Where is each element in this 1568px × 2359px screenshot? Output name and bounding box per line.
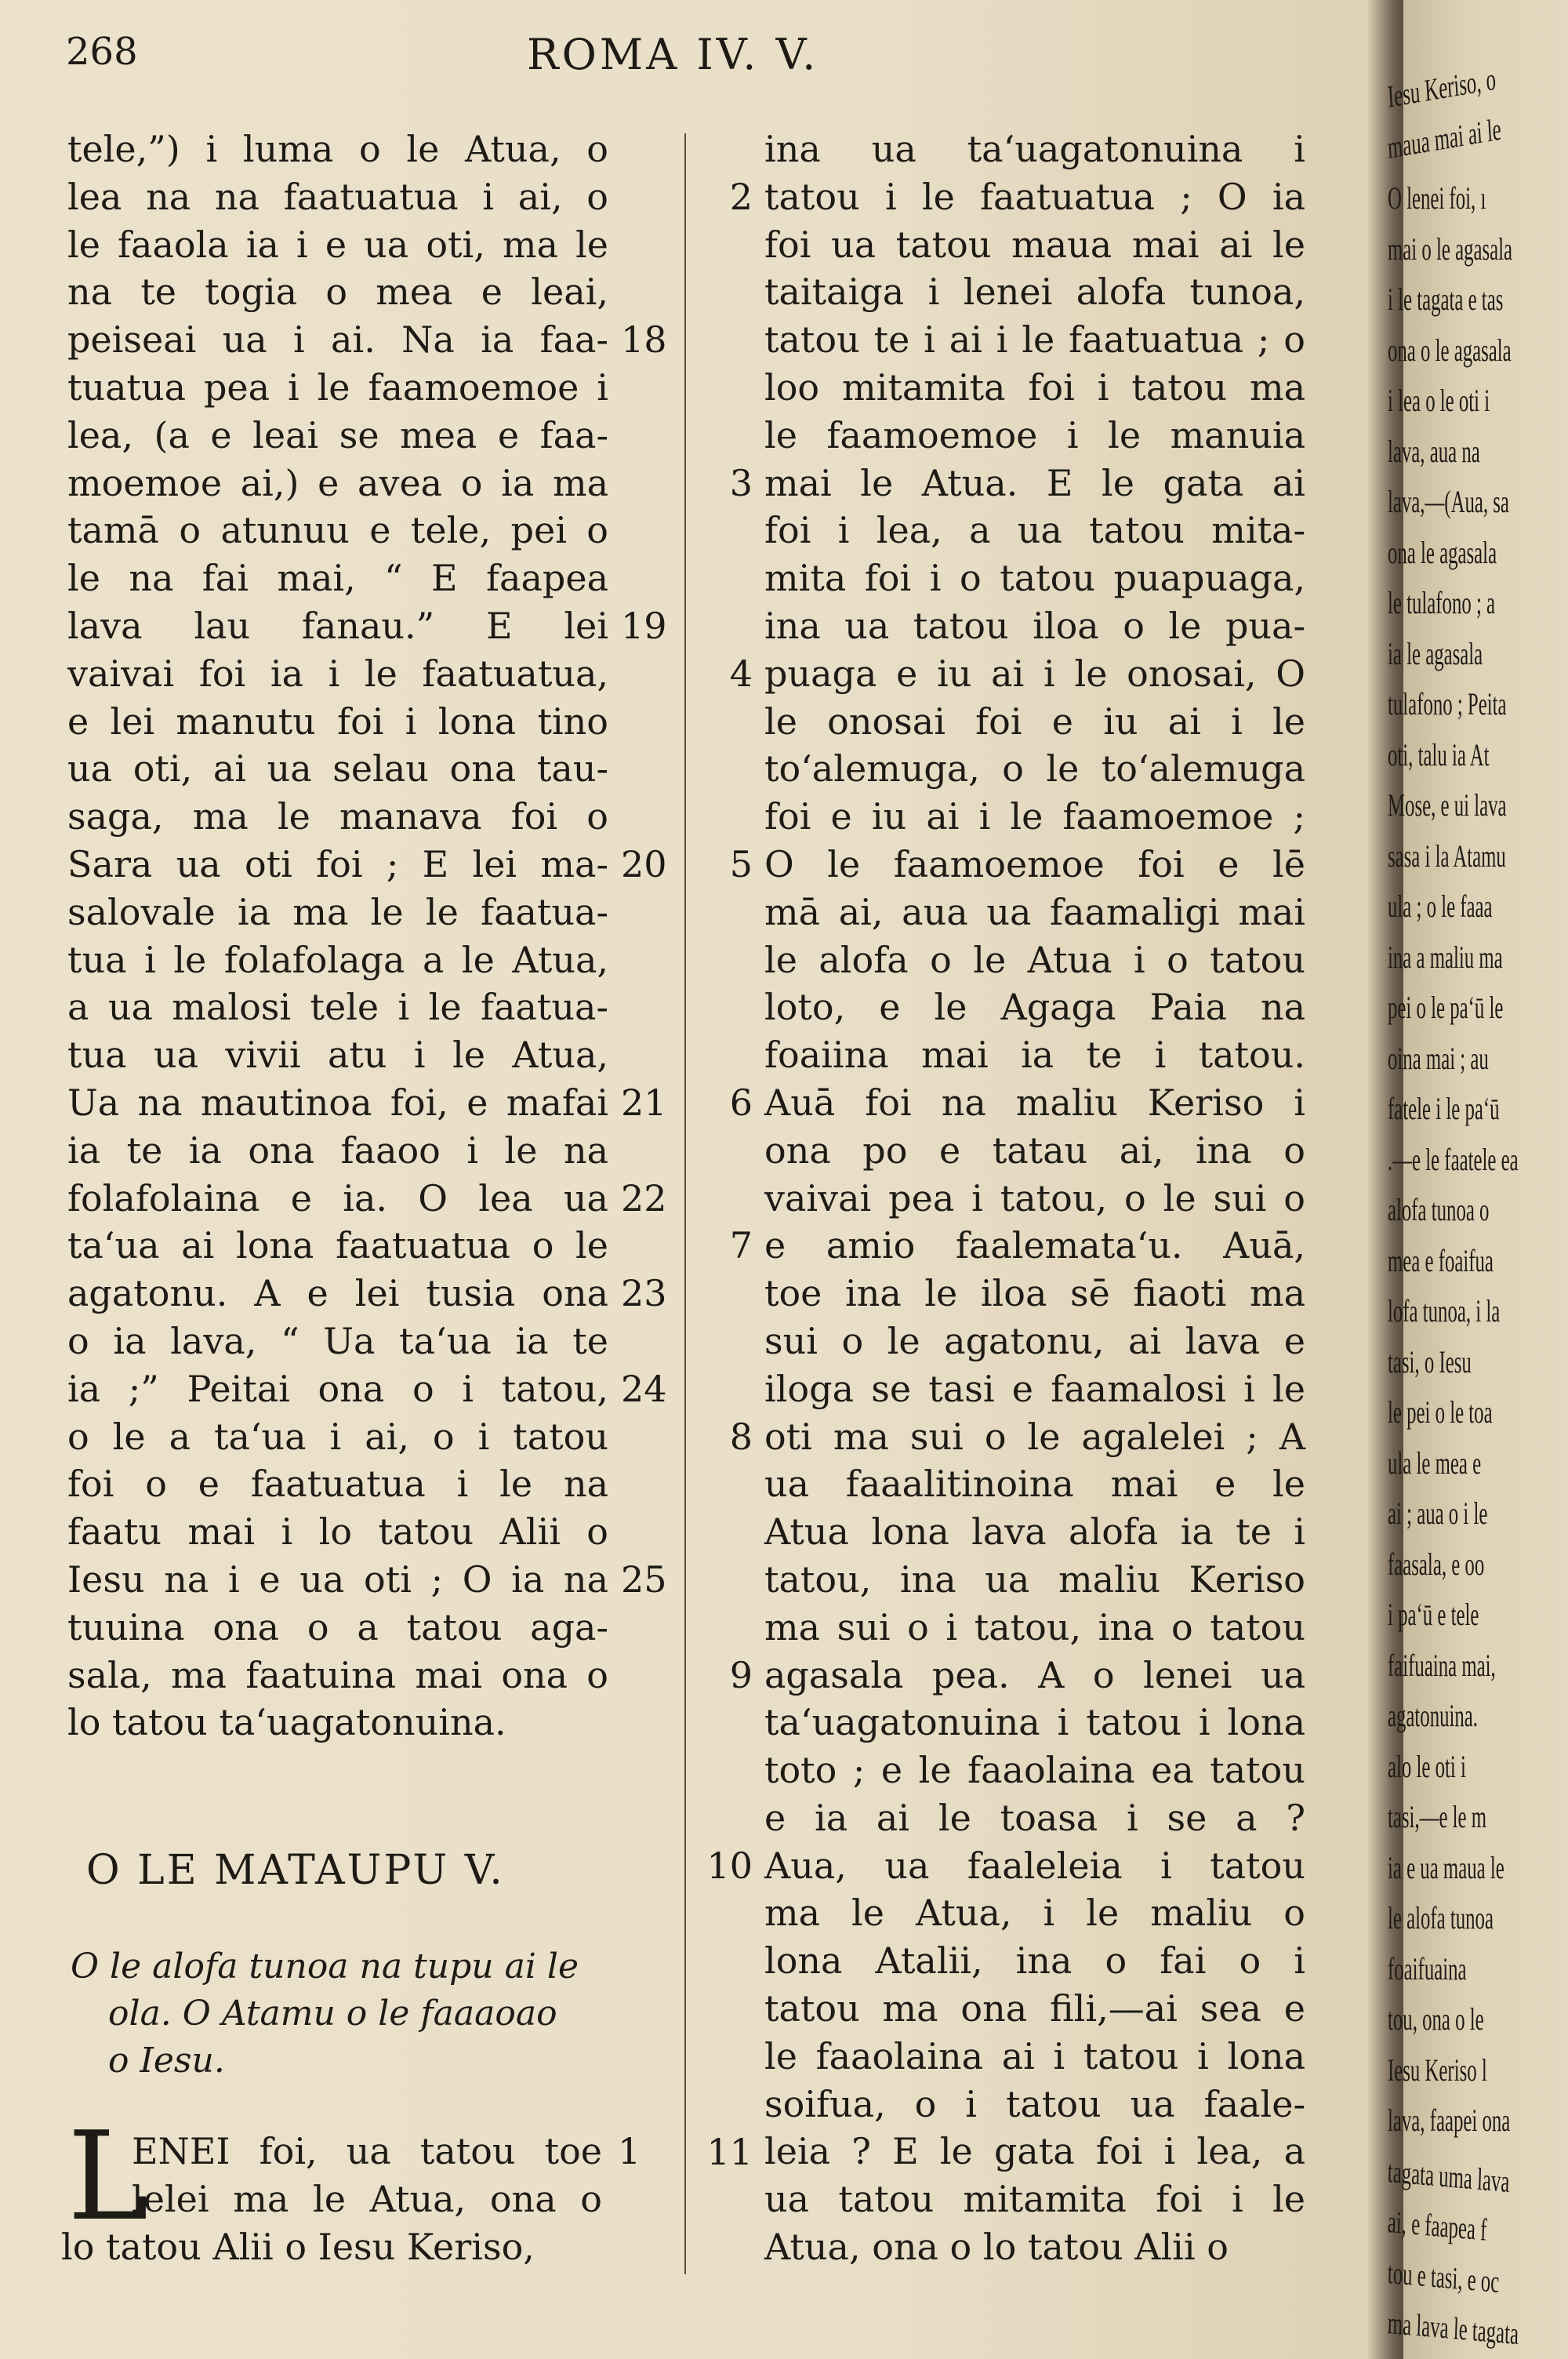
text-line: O le faamoemoe foi e lē	[764, 842, 1305, 885]
facing-page-line: Iesu Keriso, o	[1386, 60, 1497, 114]
facing-page-line: lava, aua na	[1388, 433, 1480, 469]
facing-page-line: .—e le faatele ea	[1388, 1141, 1519, 1177]
facing-page-line: foaifuaina	[1388, 1950, 1467, 1986]
verse-number: 19	[621, 605, 667, 647]
facing-page-line: fatele i le pa‘ū	[1388, 1091, 1500, 1126]
summary-line: o Iesu.	[108, 2041, 225, 2081]
facing-page-line: tou e tasi, e oc	[1387, 2254, 1501, 2299]
chapter-text-line: lelei ma le Atua, ona o	[132, 2177, 602, 2220]
verse-number: 10	[706, 1844, 753, 1887]
text-line: foi i lea, a ua tatou mita-	[764, 509, 1305, 552]
text-line: puaga e iu ai i le onosai, O	[764, 652, 1305, 695]
facing-page-line: alofa tunoa o	[1388, 1192, 1490, 1227]
facing-page-line: le pei o le toa	[1388, 1394, 1493, 1430]
text-line: folafolaina e ia. O lea ua	[67, 1176, 608, 1219]
text-line: sui o le agatonu, ai lava e	[764, 1319, 1305, 1362]
text-line: ia ;” Peitai ona o i tatou,	[67, 1367, 608, 1410]
facing-page-line: ona o le agasala	[1388, 332, 1512, 368]
text-line: na te togia o mea e leai,	[67, 271, 608, 314]
verse-number: 4	[729, 652, 753, 695]
verse-number: 6	[729, 1081, 753, 1124]
text-line: lea, (a e leai se mea e faa-	[67, 413, 608, 456]
text-line: foaiina mai ia te i tatou.	[764, 1034, 1305, 1077]
facing-page-line: ona le agasala	[1388, 534, 1497, 570]
text-line: a ua malosi tele i le faatua-	[67, 986, 608, 1029]
facing-page-line: i lea o le oti i	[1388, 383, 1490, 418]
text-line: le faaola ia i e ua oti, ma le	[67, 223, 608, 266]
facing-page-line: le tulafono ; a	[1388, 585, 1496, 620]
facing-page-line: tasi,—e le m	[1388, 1799, 1487, 1834]
text-line: tatou i le faatuatua ; O ia	[764, 175, 1305, 218]
text-line: toe ina le iloa sē fiaoti ma	[764, 1272, 1305, 1315]
verse-number: 8	[729, 1415, 753, 1458]
text-line: Ua na mautinoa foi, e mafai	[67, 1081, 608, 1124]
verse-number: 11	[706, 2130, 753, 2173]
verse-number: 2	[729, 175, 753, 218]
text-line: Atua lona lava alofa ia te i	[764, 1510, 1305, 1554]
text-line: oti ma sui o le agalelei ; A	[764, 1415, 1305, 1458]
text-line: foi o e faatuatua i le na	[67, 1463, 608, 1506]
chapter-heading: O LE MATAUPU V.	[86, 1847, 505, 1894]
left-column	[67, 125, 608, 1747]
text-line: tuatua pea i le faamoemoe i	[67, 365, 608, 409]
text-line: leia ? E le gata foi i lea, a	[764, 2130, 1305, 2173]
facing-page-line: lofa tunoa, i la	[1388, 1293, 1501, 1329]
text-line: Atua, ona o lo tatou Alii o	[764, 2226, 1229, 2269]
verse-number: 9	[729, 1653, 753, 1696]
text-line: le alofa o le Atua i o tatou	[764, 938, 1305, 981]
text-line: tua i le folafolaga a le Atua,	[67, 938, 608, 981]
facing-page-line: ula ; o le faaa	[1388, 889, 1493, 924]
text-line: soifua, o i tatou ua faale-	[764, 2082, 1305, 2125]
text-line: lava lau fanau.” E lei	[67, 604, 608, 647]
text-line: toto ; e le faaolaina ea tatou	[764, 1749, 1305, 1792]
facing-page-line: faifuaina mai,	[1388, 1647, 1496, 1683]
text-line: foi ua tatou maua mai ai le	[764, 223, 1305, 266]
facing-page-line: pei o le pa‘ū le	[1388, 990, 1504, 1025]
verse-number: 5	[729, 843, 753, 885]
verse-number: 22	[621, 1176, 667, 1219]
text-line: moemoe ai,) e avea o ia ma	[67, 461, 608, 504]
text-line: agatonu. A e lei tusia ona	[67, 1272, 608, 1315]
column-divider	[684, 133, 686, 2274]
text-line: Sara ua oti foi ; E lei ma-	[67, 842, 608, 885]
facing-page-line: ia le agasala	[1388, 635, 1483, 671]
text-line: tatou ma ona fili,—ai sea e	[764, 1987, 1305, 2030]
facing-page-line: ina a maliu ma	[1388, 939, 1503, 975]
text-line: vaivai foi ia i le faatuatua,	[67, 652, 608, 695]
verse-number: 25	[621, 1558, 667, 1601]
text-line: mai le Atua. E le gata ai	[764, 461, 1305, 504]
running-header: ROMA IV. V.	[527, 30, 819, 79]
chapter-text-line: ENEI foi, ua tatou toe	[132, 2130, 602, 2172]
text-line: vaivai pea i tatou, o le sui o	[764, 1176, 1305, 1219]
facing-page-line: oti, talu ia At	[1388, 736, 1490, 772]
text-line: foi e iu ai i le faamoemoe ;	[764, 795, 1305, 838]
facing-page-line: oina mai ; au	[1388, 1040, 1489, 1076]
text-line: taitaiga i lenei alofa tunoa,	[764, 271, 1305, 314]
verse-number: 18	[621, 318, 667, 362]
summary-line: O le alofa tunoa na tupu ai le	[71, 1946, 579, 1986]
text-line: le faamoemoe i le manuia	[764, 413, 1305, 456]
text-line: loto, e le Agaga Paia na	[764, 986, 1305, 1029]
facing-page-line: alo le oti i	[1388, 1748, 1466, 1784]
text-line: e lei manutu foi i lona tino	[67, 700, 608, 743]
chapter-text-line: lo tatou Alii o Iesu Keriso,	[61, 2226, 535, 2268]
text-line: ua faaalitinoina mai e le	[764, 1463, 1305, 1506]
text-line: to‘alemuga, o le to‘alemuga	[764, 747, 1305, 791]
text-line: lea na na faatuatua i ai, o	[67, 175, 608, 218]
facing-page-line: lava, faapei ona	[1388, 2103, 1511, 2138]
text-line: Iesu na i e ua oti ; O ia na	[67, 1558, 608, 1601]
text-line: mā ai, aua ua faamaligi mai	[764, 890, 1305, 933]
text-line: lona Atalii, ina o fai o i	[764, 1939, 1305, 1983]
text-line: sala, ma faatuina mai ona o	[67, 1653, 608, 1696]
text-line: ina ua ta‘uagatonuina i	[764, 128, 1305, 170]
facing-page-line: i pa‘ū e tele	[1388, 1597, 1479, 1632]
text-line: tamā o atunuu e tele, pei o	[67, 509, 608, 552]
text-line: tele,”) i luma o le Atua, o	[67, 128, 608, 170]
facing-page-line: mai o le agasala	[1388, 231, 1513, 267]
facing-page-line: tou, ona o le	[1388, 2001, 1484, 2037]
text-line: iloga se tasi e faamalosi i le	[764, 1367, 1305, 1410]
summary-line: ola. O Atamu o le faaaoao	[108, 1994, 557, 2034]
text-line: lo tatou ta‘uagatonuina.	[67, 1701, 506, 1744]
facing-page-line: mea e foaifua	[1388, 1242, 1494, 1278]
verse-number: 24	[621, 1367, 667, 1410]
text-line: le onosai foi e iu ai i le	[764, 700, 1305, 743]
text-line: salovale ia ma le le faatua-	[67, 890, 608, 933]
text-line: Aua, ua faaleleia i tatou	[764, 1844, 1305, 1887]
facing-page-line: sasa i la Atamu	[1388, 838, 1506, 874]
facing-page-line: le alofa tunoa	[1388, 1900, 1494, 1936]
facing-page-line: ia e ua maua le	[1388, 1849, 1504, 1885]
text-line: tuuina ona o a tatou aga-	[67, 1605, 608, 1648]
text-line: tatou, ina ua maliu Keriso	[764, 1558, 1305, 1601]
facing-page-line: lava,—(Aua, sa	[1388, 484, 1509, 519]
verse-number: 21	[621, 1081, 667, 1124]
verse-number: 20	[621, 843, 667, 885]
text-line: le faaolaina ai i tatou i lona	[764, 2034, 1305, 2077]
text-line: ma sui o i tatou, ina o tatou	[764, 1605, 1305, 1648]
text-line: le na fai mai, “ E faapea	[67, 557, 608, 600]
text-line: peiseai ua i ai. Na ia faa-	[67, 318, 608, 362]
text-line: Auā foi na maliu Keriso i	[764, 1081, 1305, 1124]
facing-page-line: tasi, o Iesu	[1388, 1343, 1472, 1379]
text-line: ona po e tatau ai, ina o	[764, 1129, 1305, 1172]
text-line: mita foi i o tatou puapuaga,	[764, 557, 1305, 600]
text-line: saga, ma le manava foi o	[67, 795, 608, 838]
facing-page-line: Iesu Keriso l	[1388, 2052, 1487, 2088]
facing-page-line: ma lava le tagata	[1387, 2305, 1519, 2352]
facing-page-line: O lenei foi, ı	[1388, 180, 1486, 216]
verse-number: 1	[618, 2130, 641, 2172]
facing-page-line: faasala, e oo	[1388, 1546, 1485, 1582]
text-line: ta‘ua ai lona faatuatua o le	[67, 1224, 608, 1267]
text-line: e ia ai le toasa i se a ?	[764, 1796, 1305, 1839]
text-line: tua ua vivii atu i le Atua,	[67, 1034, 608, 1077]
facing-page-line: ula le mea e	[1388, 1445, 1482, 1481]
facing-page-line: tulafono ; Peita	[1388, 686, 1507, 722]
page-number: 268	[66, 30, 138, 74]
text-line: e amio faalemata‘u. Auā,	[764, 1224, 1305, 1267]
verse-number: 7	[729, 1224, 753, 1267]
text-line: ma le Atua, i le maliu o	[764, 1892, 1305, 1935]
text-line: ia te ia ona faaoo i le na	[67, 1129, 608, 1172]
facing-page-line: ai ; aua o i le	[1388, 1496, 1488, 1531]
text-line: faatu mai i lo tatou Alii o	[67, 1510, 608, 1554]
text-line: o ia lava, “ Ua ta‘ua ia te	[67, 1319, 608, 1362]
text-line: agasala pea. A o lenei ua	[764, 1653, 1305, 1696]
verse-number: 3	[729, 461, 753, 504]
facing-page-line: maua mai ai le	[1386, 111, 1502, 165]
verse-number: 23	[621, 1272, 667, 1315]
text-line: o le a ta‘ua i ai, o i tatou	[67, 1415, 608, 1458]
right-column	[764, 125, 1305, 2271]
text-line: loo mitamita foi i tatou ma	[764, 365, 1305, 409]
text-line: tatou te i ai i le faatuatua ; o	[764, 318, 1305, 362]
facing-page-line: agatonuina.	[1388, 1698, 1479, 1733]
facing-page-line: Mose, e ui lava	[1388, 787, 1507, 823]
text-line: ua tatou mitamita foi i le	[764, 2178, 1305, 2221]
facing-page-line: i le tagata e tas	[1388, 282, 1504, 317]
facing-page-line: tagata uma lava	[1387, 2153, 1511, 2199]
text-line: ta‘uagatonuina i tatou i lona	[764, 1701, 1305, 1744]
text-line: ina ua tatou iloa o le pua-	[764, 604, 1305, 647]
text-line: ua oti, ai ua selau ona tau-	[67, 747, 608, 791]
facing-page-line: ai, e faapea f	[1387, 2204, 1488, 2248]
chapter-summary	[71, 1943, 604, 2085]
drop-cap: L	[67, 2105, 149, 2248]
